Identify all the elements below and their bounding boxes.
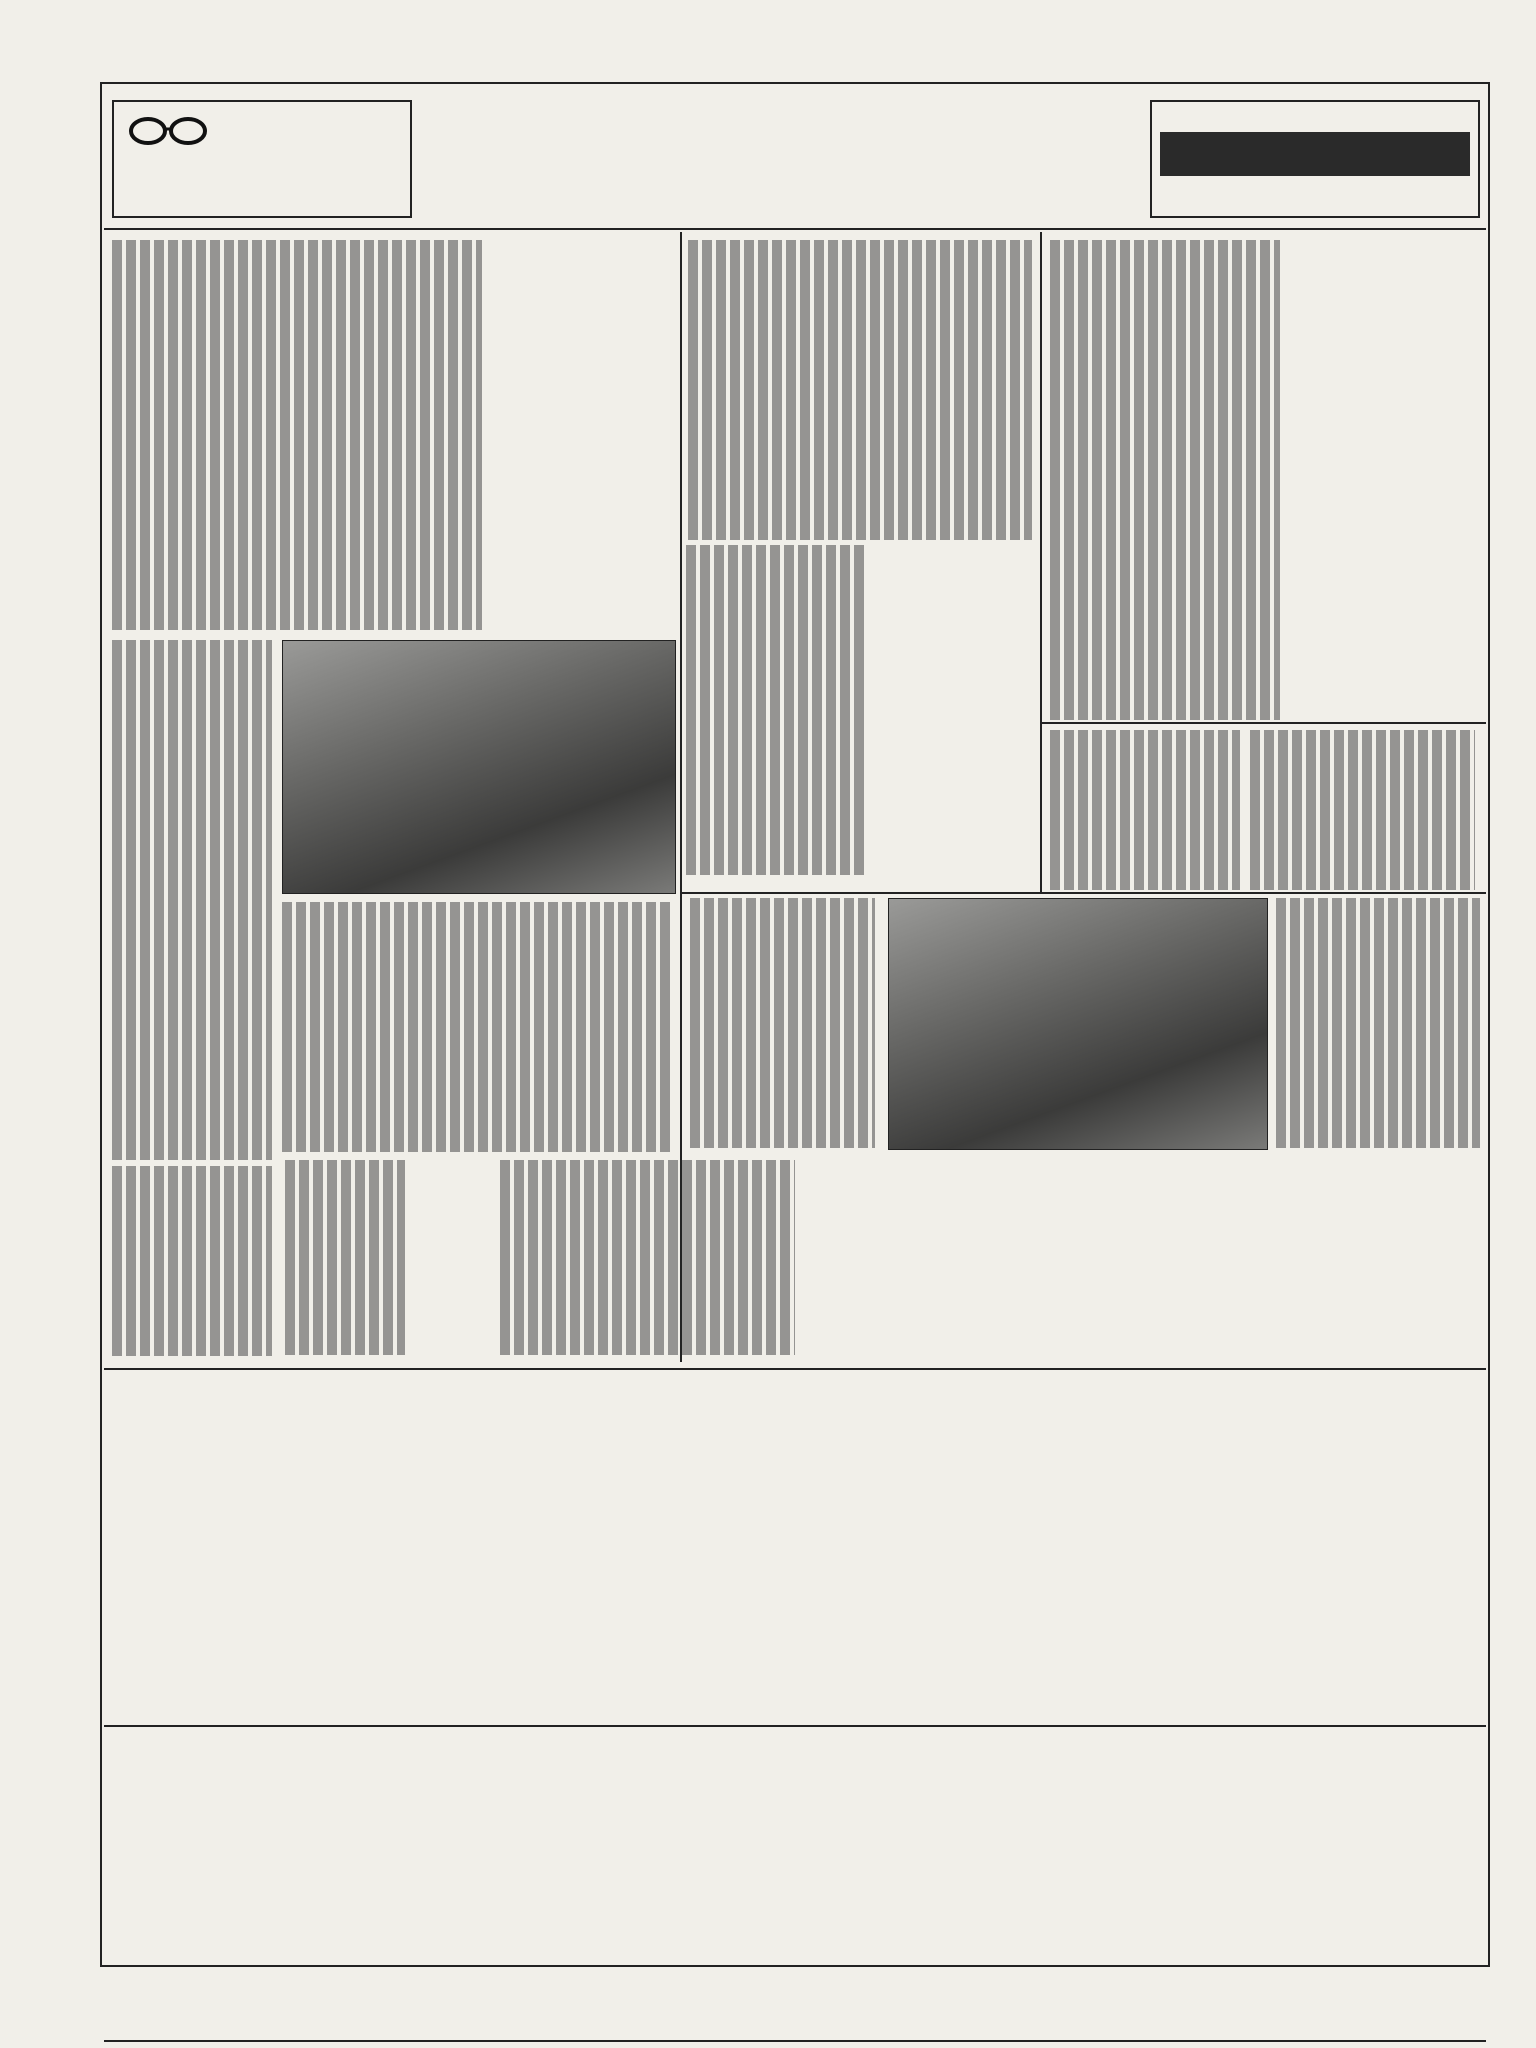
mano-ad (1150, 100, 1480, 218)
rule-poems-top (104, 1368, 1486, 1370)
masthead-rule (104, 228, 1486, 230)
mano-name-band (1160, 132, 1470, 176)
rule-mid (682, 892, 1486, 894)
rule-main (1040, 722, 1486, 724)
col-rule-1 (1040, 232, 1042, 892)
shop-body-text-2 (112, 640, 272, 1160)
misc-body-text (112, 1166, 272, 1356)
shop-photo (282, 640, 676, 894)
okubo-ad (112, 100, 412, 218)
busstop-photo (888, 898, 1268, 1150)
main-body-text (1050, 240, 1280, 720)
shop-body-text-3 (282, 902, 674, 1152)
shop-body-text (112, 240, 482, 630)
okubo-glasses-icon (128, 114, 208, 148)
main-body-text-2 (1050, 730, 1240, 890)
theft-body-text (285, 1160, 405, 1355)
crime-body-text-2 (500, 1160, 795, 1355)
pollution-body-text-2 (686, 545, 866, 875)
rule-ads-top (104, 1725, 1486, 1727)
summer-text (1276, 898, 1480, 1148)
main-body-text-3 (1250, 730, 1475, 890)
pollution-body-text (688, 240, 1032, 540)
crime-body-text (690, 898, 875, 1148)
rule-ads-mid (104, 2040, 1486, 2042)
